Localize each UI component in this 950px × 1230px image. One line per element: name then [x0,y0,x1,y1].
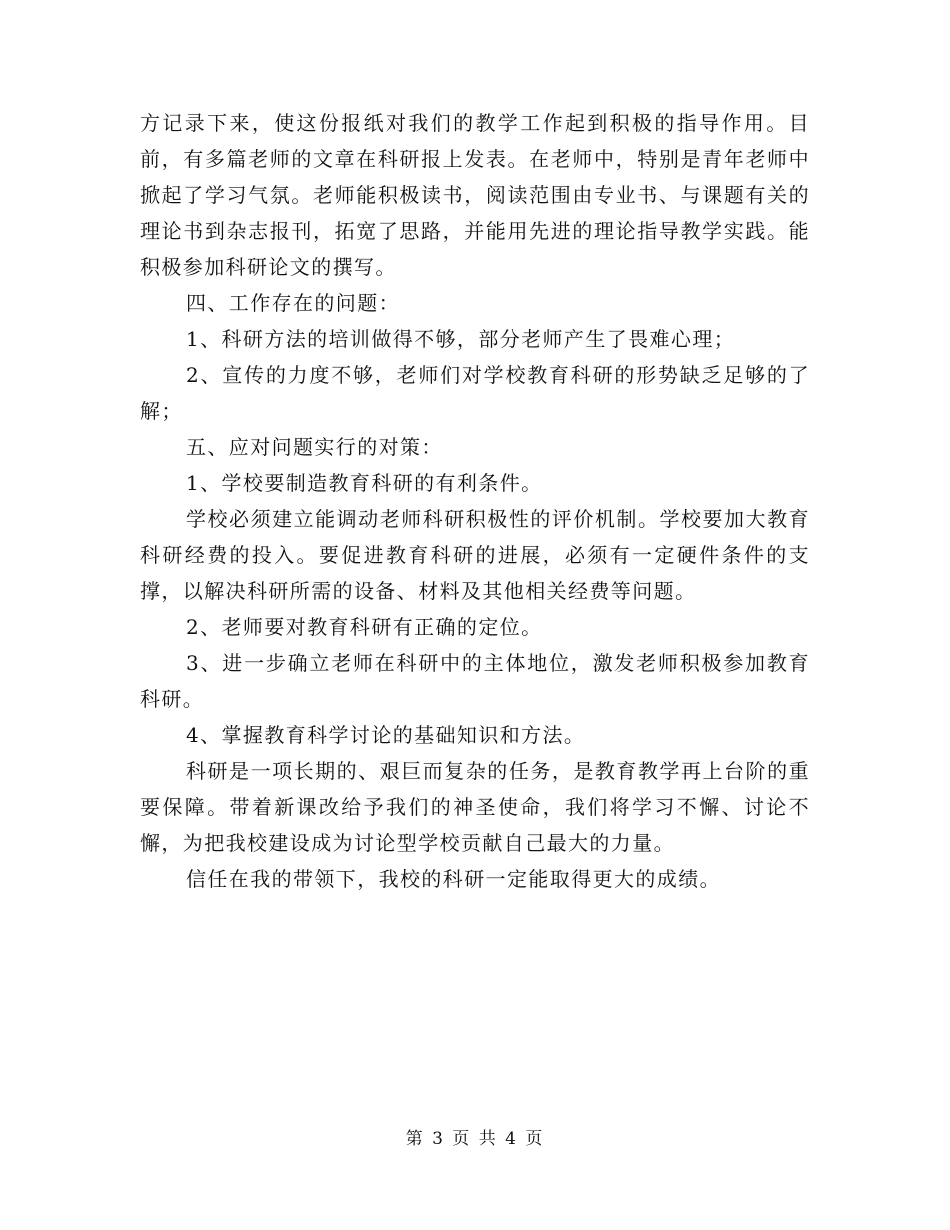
section-heading-problems: 四、工作存在的问题： [186,291,400,315]
paragraph: 学校必须建立能调动老师科研积极性的评价机制。学校要加大教育科研经费的投入。要促进教育科研的进展，必须有一定硬件条件的支撑，以解决科研所需的设备、材料及其他相关经费等问题。 [140,507,810,603]
closing-paragraph: 信任在我的带领下，我校的科研一定能取得更大的成绩。 [186,867,721,891]
list-item: 1、学校要制造教育科研的有利条件。 [186,471,543,495]
list-item: 2、宣传的力度不够，老师们对学校教育科研的形势缺乏足够的了解； [140,363,810,423]
list-item: 4、掌握教育科学讨论的基础知识和方法。 [186,723,586,747]
paragraph: 科研是一项长期的、艰巨而复杂的任务，是教育教学再上台阶的重要保障。带着新课改给予我们的神圣使命，我们将学习不懈、讨论不懈，为把我校建设成为讨论型学校贡献自己最大的力量。 [140,759,810,855]
list-item: 1、科研方法的培训做得不够，部分老师产生了畏难心理； [186,327,736,351]
document-body [140,105,810,897]
list-item: 3、进一步确立老师在科研中的主体地位，激发老师积极参加教育科研。 [140,651,810,711]
section-heading-countermeasures: 五、应对问题实行的对策： [186,435,443,459]
paragraph: 方记录下来，使这份报纸对我们的教学工作起到积极的指导作用。目前，有多篇老师的文章在科研报上发表。在老师中，特别是青年老师中掀起了学习气氛。老师能积极读书，阅读范围由专业书、与课题有关的理论书到杂志报刊，拓宽了思路，并能用先进的理论指导教学实践。能积极参加科研论文的撰写。 [140,111,810,279]
page-number-footer: 第 3 页 共 4 页 [405,1129,545,1149]
list-item: 2、老师要对教育科研有正确的定位。 [186,615,543,639]
